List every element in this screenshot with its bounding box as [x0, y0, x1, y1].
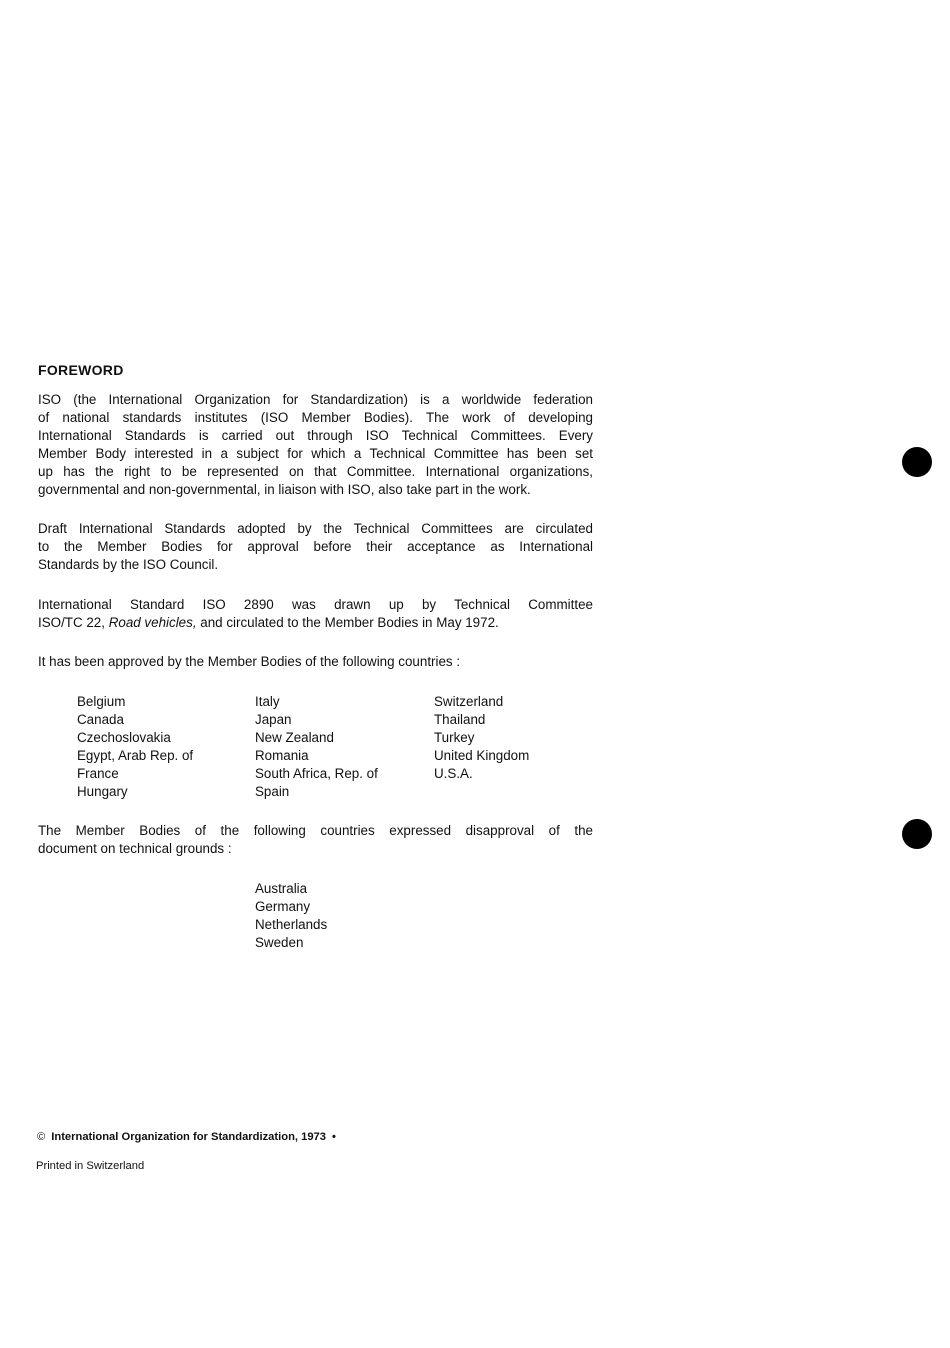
- paragraph-line: governmental and non-governmental, in liaison with ISO, also take part in the work.: [38, 482, 531, 498]
- paragraph-line: Standards by the ISO Council.: [38, 557, 219, 573]
- country-item: New Zealand: [255, 730, 334, 746]
- country-item: Czechoslovakia: [77, 730, 171, 746]
- copyright-text: International Organization for Standardization, 1973: [51, 1131, 327, 1143]
- punch-hole-icon: [902, 819, 932, 849]
- country-item: Australia: [255, 881, 308, 896]
- country-item: Germany: [255, 899, 311, 915]
- committee-title: Road vehicles,: [108, 615, 197, 631]
- disapproving-countries-list: [255, 880, 327, 952]
- country-item: Romania: [255, 748, 309, 764]
- paragraph-line: It has been approved by the Member Bodies of the following countries :: [38, 654, 461, 669]
- paragraph-line: [38, 614, 593, 632]
- country-item: France: [77, 766, 119, 782]
- bullet-icon: •: [332, 1131, 336, 1143]
- paragraph-line: up has the right to be represented on that Committee. International organizations,: [38, 464, 593, 480]
- paragraph-line: Draft International Standards adopted by the Technical Committees are circulated: [38, 521, 593, 536]
- approving-countries-column-1: [77, 693, 193, 802]
- paragraph-draft-standards: [38, 520, 593, 574]
- approving-countries-column-2: [255, 693, 378, 802]
- country-item: Turkey: [434, 730, 475, 746]
- paragraph-standard-origin: [38, 596, 593, 632]
- paragraph-line: The Member Bodies of the following countries expressed disapproval of the: [38, 823, 593, 838]
- paragraph-line: International Standard ISO 2890 was drawn up by Technical Committee: [38, 597, 593, 612]
- approving-countries-column-3: [434, 693, 529, 783]
- country-item: Italy: [255, 694, 280, 709]
- committee-prefix: ISO/TC 22,: [38, 615, 109, 631]
- country-item: Sweden: [255, 935, 304, 951]
- country-item: Canada: [77, 712, 124, 728]
- country-item: Spain: [255, 784, 290, 800]
- paragraph-line: Member Body interested in a subject for which a Technical Committee has been set: [38, 446, 593, 462]
- country-item: Switzerland: [434, 694, 504, 709]
- paragraph-line: document on technical grounds :: [38, 841, 232, 857]
- country-item: Egypt, Arab Rep. of: [77, 748, 194, 764]
- country-item: Thailand: [434, 712, 486, 728]
- paragraph-approval-intro: [38, 653, 593, 671]
- copyright-symbol: ©: [37, 1131, 46, 1143]
- paragraph-line: to the Member Bodies for approval before their acceptance as International: [38, 539, 593, 555]
- foreword-heading: FOREWORD: [38, 362, 124, 378]
- country-item: South Africa, Rep. of: [255, 766, 378, 782]
- printed-location: Printed in Switzerland: [36, 1160, 145, 1172]
- country-item: Japan: [255, 712, 292, 728]
- circulation-text: and circulated to the Member Bodies in May 1972.: [196, 615, 499, 631]
- paragraph-line: of national standards institutes (ISO Member Bodies). The work of developing: [38, 410, 593, 426]
- paragraph-line: International Standards is carried out through ISO Technical Committees. Every: [38, 428, 593, 444]
- country-item: Belgium: [77, 694, 126, 709]
- punch-hole-icon: [902, 447, 932, 477]
- paragraph-disapproval-intro: [38, 822, 593, 858]
- country-item: U.S.A.: [434, 766, 473, 782]
- paragraph-line: ISO (the International Organization for Standardization) is a worldwide federation: [38, 392, 593, 407]
- copyright-notice: [37, 1131, 336, 1143]
- country-item: Netherlands: [255, 917, 328, 933]
- country-item: Hungary: [77, 784, 128, 800]
- country-item: United Kingdom: [434, 748, 530, 764]
- paragraph-iso-description: [38, 391, 593, 500]
